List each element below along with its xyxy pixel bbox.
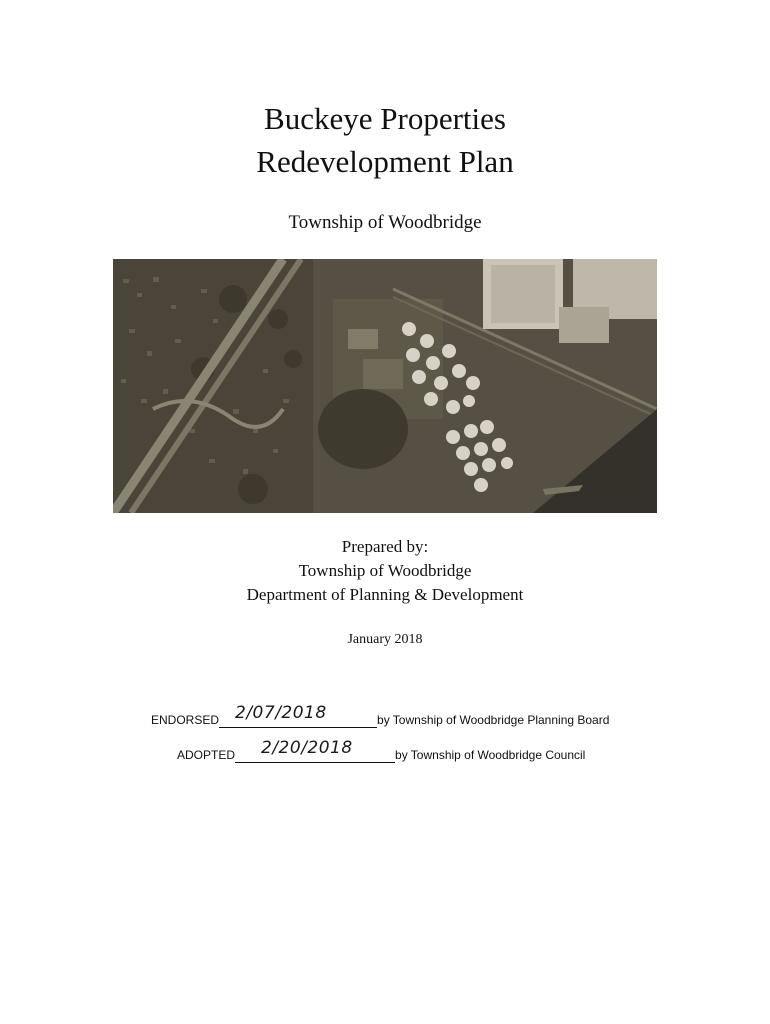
document-title-line-1: Buckeye Properties (264, 101, 506, 136)
adopted-handwritten-date: 2/20/2018 (261, 738, 353, 758)
prepared-by-org: Township of Woodbridge (298, 561, 472, 580)
endorsed-handwritten-date: 2/07/2018 (235, 703, 327, 723)
endorsed-line (151, 703, 610, 728)
adopted-by-text: by Township of Woodbridge Council (395, 748, 586, 762)
aerial-photo (113, 259, 657, 513)
adopted-line (177, 738, 586, 763)
endorsed-by-text: by Township of Woodbridge Planning Board (377, 713, 610, 727)
endorsed-date-blank (219, 703, 377, 728)
document-subtitle: Township of Woodbridge (288, 212, 482, 233)
document-title-line-2: Redevelopment Plan (256, 144, 514, 179)
adopted-date-blank (235, 738, 395, 763)
adopted-label: ADOPTED (177, 748, 236, 762)
endorsed-label: ENDORSED (151, 713, 220, 727)
prepared-by-label: Prepared by: (341, 537, 429, 556)
document-date: January 2018 (347, 632, 423, 647)
prepared-by-dept: Department of Planning & Development (246, 585, 524, 604)
